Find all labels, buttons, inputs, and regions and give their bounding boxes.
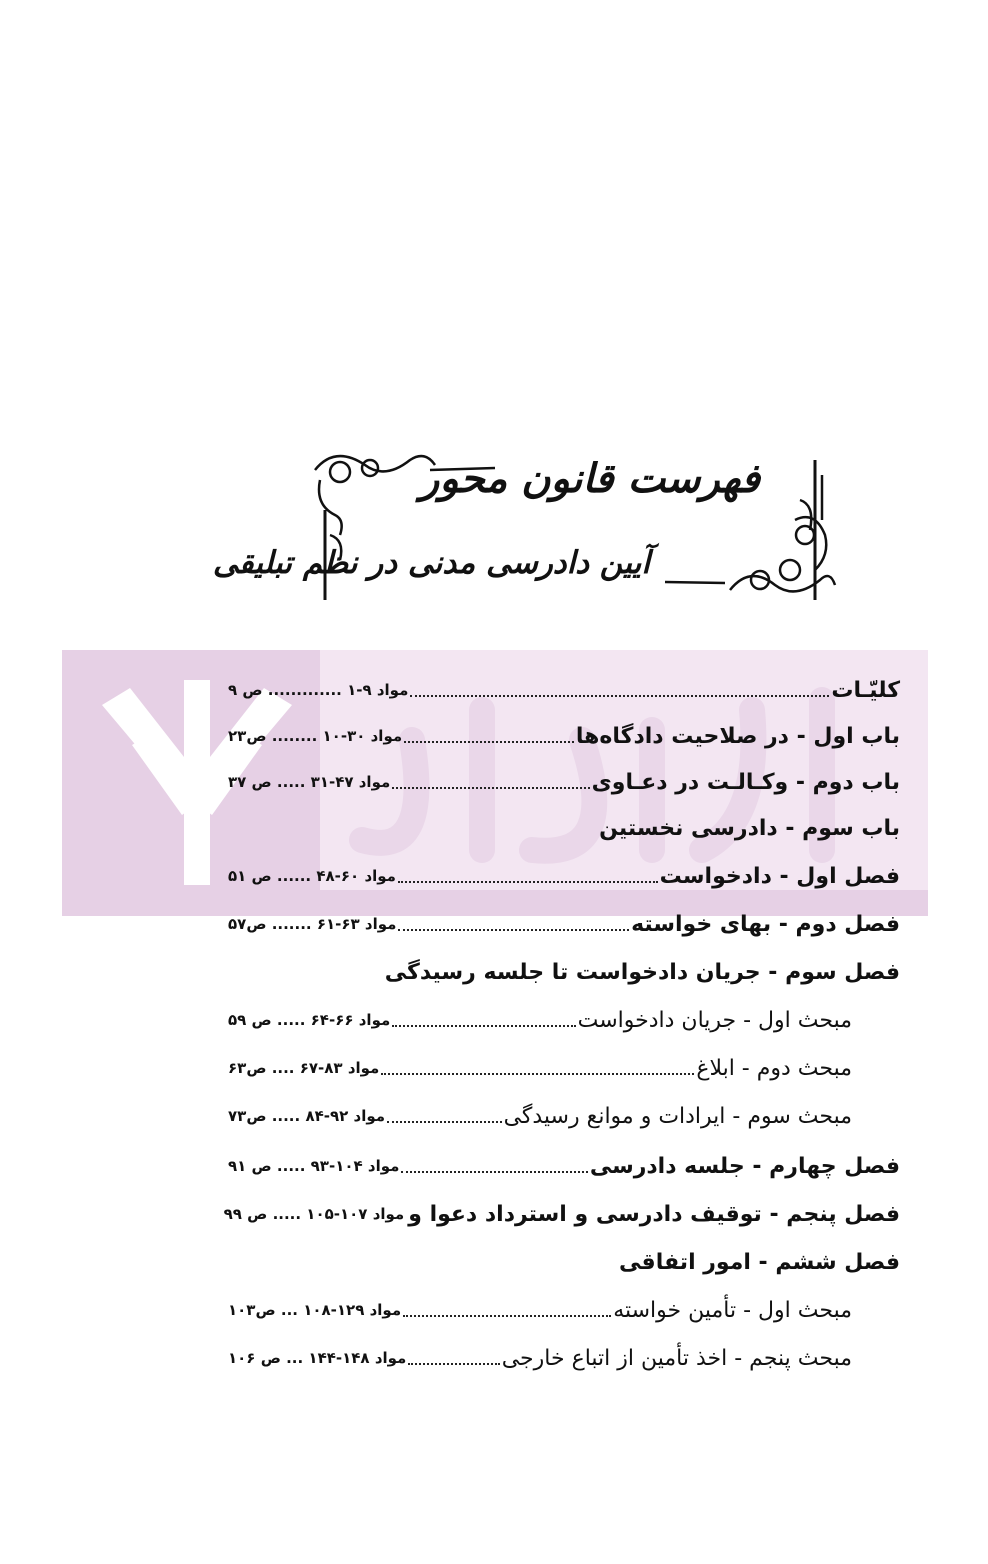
leader-dots bbox=[398, 929, 629, 931]
toc-title: باب دوم - وکـالـت در دعـاوی bbox=[591, 769, 900, 795]
toc-row bbox=[223, 1192, 900, 1236]
toc-row bbox=[228, 902, 900, 946]
toc-row bbox=[228, 1240, 900, 1284]
toc-row bbox=[228, 668, 900, 712]
toc-title: فصل اول - دادخواست bbox=[659, 863, 900, 889]
toc-title: باب اول - در صلاحیت دادگاه‌ها bbox=[575, 723, 900, 749]
toc-title: مبحث اول - جریان دادخواست bbox=[577, 1007, 852, 1033]
toc-title: فصل ششم - امور اتفاقی bbox=[619, 1249, 900, 1275]
toc-row bbox=[228, 1288, 852, 1332]
toc-row bbox=[228, 854, 900, 898]
leader-dots bbox=[398, 881, 658, 883]
toc-row bbox=[228, 1336, 852, 1380]
leader-dots bbox=[381, 1073, 694, 1075]
toc-ref: مواد ۹۲-۸۴ ..... ص۷۳ bbox=[228, 1107, 386, 1125]
toc-title: مبحث پنجم - اخذ تأمین از اتباع خارجی bbox=[501, 1345, 852, 1371]
toc-ref: مواد ۴۷-۳۱ ..... ص ۳۷ bbox=[228, 773, 391, 791]
toc-row bbox=[228, 806, 900, 850]
toc-title: فصل پنجم - توقیف دادرسی و استرداد دعوا و bbox=[408, 1201, 900, 1227]
toc-ref: مواد ۹-۱ ............. ص ۹ bbox=[228, 681, 409, 699]
toc-title: مبحث اول - تأمین خواسته bbox=[613, 1297, 852, 1323]
leader-dots bbox=[408, 1363, 499, 1365]
toc-ref: مواد ۶۰-۴۸ ...... ص ۵۱ bbox=[228, 867, 396, 885]
leader-dots bbox=[387, 1121, 502, 1123]
toc-ref: مواد ۳۰-۱۰ ........ ص۲۳ bbox=[228, 727, 403, 745]
toc-row bbox=[228, 998, 852, 1042]
toc-ref: مواد ۸۳-۶۷ .... ص۶۳ bbox=[228, 1059, 380, 1077]
leader-dots bbox=[392, 787, 589, 789]
toc-row bbox=[228, 714, 900, 758]
toc-ref: مواد ۱۰۷-۱۰۵ ..... ص ۹۹ bbox=[223, 1205, 405, 1223]
toc-title: فصل دوم - بهای خواسته bbox=[631, 911, 900, 937]
toc-title: فصل چهارم - جلسه دادرسی bbox=[589, 1153, 900, 1179]
toc-row bbox=[228, 1144, 900, 1188]
index-title: فهرست قانون محور bbox=[420, 455, 760, 502]
leader-dots bbox=[403, 1315, 611, 1317]
toc-ref: مواد ۱۴۸-۱۴۴ ... ص ۱۰۶ bbox=[228, 1349, 407, 1367]
toc-title: مبحث سوم - ایرادات و موانع رسیدگی bbox=[503, 1103, 852, 1129]
toc-ref: مواد ۶۳-۶۱ ....... ص۵۷ bbox=[228, 915, 397, 933]
toc-row bbox=[228, 760, 900, 804]
toc-ref: مواد ۱۲۹-۱۰۸ ... ص۱۰۳ bbox=[228, 1301, 402, 1319]
leader-dots bbox=[401, 1171, 587, 1173]
toc-title: کلیّـات bbox=[831, 677, 900, 703]
toc-title: باب سوم - دادرسی نخستین bbox=[599, 815, 900, 841]
toc-ref: مواد ۶۶-۶۴ ..... ص ۵۹ bbox=[228, 1011, 391, 1029]
leader-dots bbox=[392, 1025, 575, 1027]
index-subtitle: آیین دادرسی مدنی در نظم تبلیقی bbox=[212, 545, 650, 581]
toc-title: فصل سوم - جریان دادخواست تا جلسه رسیدگی bbox=[384, 959, 900, 985]
toc-ref: مواد ۱۰۴-۹۳ ..... ص ۹۱ bbox=[228, 1157, 400, 1175]
leader-dots bbox=[404, 741, 574, 743]
leader-dots bbox=[410, 695, 829, 697]
toc-title: مبحث دوم - ابلاغ bbox=[696, 1055, 852, 1081]
toc-row bbox=[228, 950, 900, 994]
title-block bbox=[212, 440, 840, 630]
toc-row bbox=[228, 1094, 852, 1138]
toc-row bbox=[228, 1046, 852, 1090]
